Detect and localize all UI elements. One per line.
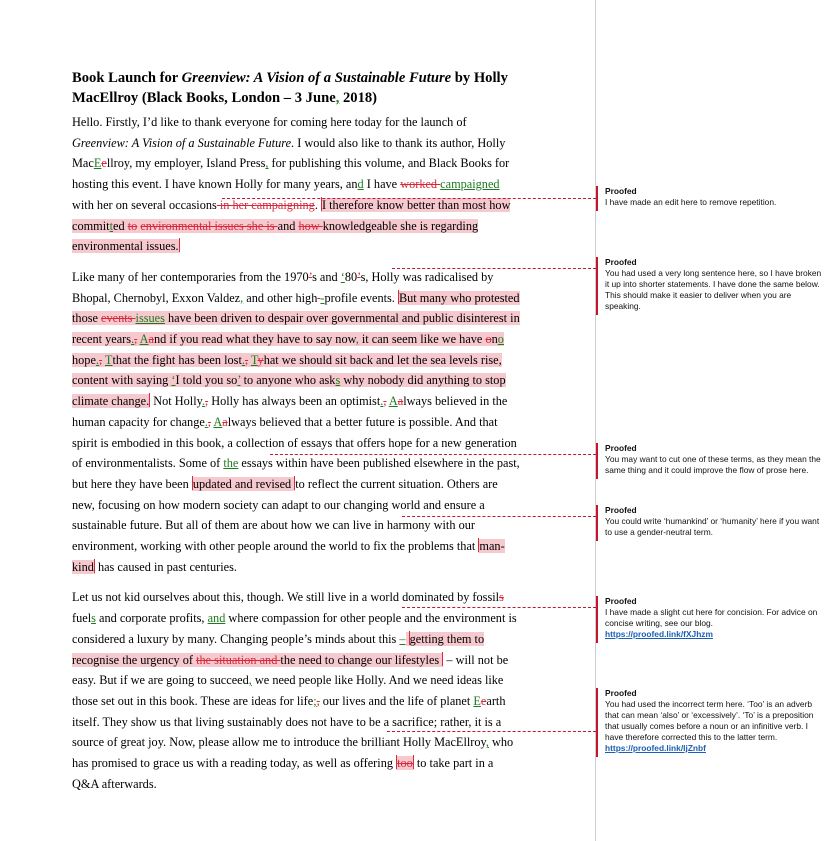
text-run: to: [416, 756, 427, 771]
title-suffix: 2018): [339, 90, 378, 106]
comment-text: You could write ‘humankind’ or ‘humanity’ here if you want to use a gender-neutral term.: [605, 516, 820, 537]
insertion[interactable]: .: [380, 394, 384, 409]
insertion[interactable]: ,: [265, 156, 269, 171]
text-run: Hello. Firstly, I’d like to thank everyone for coming here today for the launch of: [72, 115, 467, 129]
comment-balloon[interactable]: [596, 443, 826, 479]
insertion[interactable]: ,: [355, 332, 359, 347]
text-run: ed: [113, 218, 128, 233]
text-run: updated and revised: [192, 476, 295, 491]
deletion[interactable]: the situation and: [196, 652, 281, 667]
title-suffix: by Holly MacEllroy (Black Books, London – 3 June: [72, 70, 508, 106]
insertion[interactable]: issues: [135, 311, 165, 326]
text-run: s and: [312, 269, 341, 284]
insertion[interactable]: .: [201, 394, 206, 409]
deletion[interactable]: ,: [316, 693, 320, 708]
text-run: man-kind: [72, 539, 505, 574]
comment-leader-line: [222, 198, 596, 199]
comment-author: Proofed: [605, 443, 637, 453]
comment-author: Proofed: [605, 257, 637, 267]
paragraph-1: [72, 112, 522, 257]
comment-text: You had used the incorrect term here. ‘Too’ is an adverb that can mean ‘also’ or ‘excessively’. ‘To’ is a preposition that usually comes before a noun or an infinitive verb. I have therefore corrected this to the latter term.: [605, 699, 814, 742]
comment-anchor-3[interactable]: [192, 477, 295, 491]
text-run: who has promised to grace us with a reading today, as well as offering: [72, 735, 514, 771]
text-run: s, Holly was radicalised by Bhopal, Chernobyl, Exxon Valdez: [72, 269, 494, 305]
insertion[interactable]: d: [357, 177, 364, 192]
comment-balloon[interactable]: [596, 505, 826, 541]
insertion[interactable]: ,: [335, 90, 340, 106]
insertion[interactable]: E: [93, 156, 102, 171]
deletion[interactable]: to: [127, 218, 138, 233]
insertion[interactable]: o: [497, 332, 504, 347]
deletion[interactable]: a: [397, 394, 404, 409]
deletion[interactable]: environmental issues she is: [140, 218, 278, 233]
comment-leader-line: [387, 731, 596, 732]
deletion[interactable]: ,: [134, 332, 138, 347]
insertion[interactable]: ‘: [340, 269, 345, 284]
text-run: llroy, my employer, Island Press: [106, 156, 266, 171]
comment-author: Proofed: [605, 596, 637, 606]
insertion[interactable]: the: [223, 456, 239, 471]
text-run: n: [491, 332, 498, 347]
comment-leader-line: [392, 268, 596, 269]
text-run: lways believed that a better future is possible. And that spirit is embodied in this book, a collection of essays that offers hope for a new generation of environmentalists. Some of: [72, 414, 517, 471]
text-run: to anyone who ask: [240, 373, 336, 388]
insertion[interactable]: T: [250, 352, 258, 367]
deletion[interactable]: how: [298, 218, 323, 233]
text-run: essays within have been published elsewhere in the past, but here they have been: [72, 456, 520, 491]
comment-anchor-6[interactable]: [396, 756, 414, 770]
text-run: profile events.: [324, 290, 398, 305]
text-run: for publishing this volume, and Black Books for hosting this event. I have known Holly for many years, an: [72, 156, 510, 192]
insertion[interactable]: ,: [485, 735, 489, 750]
text-run: that the fight has been lost: [112, 352, 242, 367]
text-run: the need to change our lifestyles: [280, 652, 443, 667]
text-run: have been driven to despair over governmental and public disinterest in recent years: [72, 311, 520, 347]
comment-balloon[interactable]: [596, 257, 826, 315]
insertion[interactable]: t: [109, 218, 113, 233]
insertion[interactable]: ‘: [171, 373, 176, 388]
paragraph-3: [72, 587, 522, 794]
insertion[interactable]: –: [399, 631, 406, 646]
text-run: we need people like Holly. And we need ideas like those set out in this book. These are ideas for life: [72, 673, 504, 708]
deletion[interactable]: too: [397, 756, 413, 771]
text-run: Let us not kid ourselves about this, though. We still live in a world dominated by fossil: [72, 590, 500, 605]
text-run: it can seem like we have: [358, 332, 486, 347]
text-run: and: [277, 218, 299, 233]
deletion[interactable]: ’: [308, 269, 313, 284]
title-book: Greenview: A Vision of a Sustainable Future: [181, 70, 452, 86]
insertion[interactable]: E: [473, 693, 481, 708]
deletion[interactable]: a: [222, 414, 228, 429]
deletion[interactable]: ,: [207, 414, 211, 429]
text-run: and corporate profits,: [95, 611, 208, 626]
deletion[interactable]: ,: [383, 394, 387, 409]
text-run: Not Holly: [150, 394, 202, 409]
insertion[interactable]: T: [104, 352, 113, 367]
deletion[interactable]: o: [485, 332, 492, 347]
insertion[interactable]: ,: [248, 673, 252, 688]
insertion[interactable]: s: [335, 373, 341, 388]
text-run: and other high: [243, 290, 318, 305]
comment-author: Proofed: [605, 186, 637, 196]
comment-balloon[interactable]: [596, 186, 826, 211]
comment-author: Proofed: [605, 505, 637, 515]
deletion[interactable]: e: [480, 693, 487, 708]
insertion[interactable]: ,: [240, 290, 244, 305]
comment-text: I have made a slight cut here for concision. For advice on concise writing, see our blog.: [605, 607, 818, 628]
insertion[interactable]: and: [207, 611, 226, 626]
document-body[interactable]: [72, 68, 522, 805]
title-prefix: Book Launch for: [72, 70, 182, 86]
deletion[interactable]: ,: [98, 352, 103, 367]
insertion[interactable]: .: [204, 414, 208, 429]
insertion[interactable]: .: [95, 352, 99, 367]
text-run: has caused in past centuries.: [94, 559, 237, 574]
text-run: . I would also like to thank its author, Holly Mac: [72, 135, 506, 171]
text-run: arth itself. They show us that living sustainably does not have to be a sacrifice; rather, it is a source of great joy. Now, please allow me to introduce the brilliant Holly MacEllroy: [72, 693, 506, 750]
text-run: But many who protested those: [72, 290, 520, 326]
deletion[interactable]: worked: [400, 177, 441, 192]
deletion[interactable]: y: [257, 352, 264, 367]
comment-link[interactable]: https://proofed.link/IjZnbf: [605, 743, 706, 753]
insertion[interactable]: s: [91, 611, 96, 626]
text-run: why nobody did anything to stop climate change.: [72, 373, 506, 409]
text-run: nd if you read what they have to say now: [153, 332, 356, 347]
insertion[interactable]: -: [320, 290, 325, 305]
comment-text: You had used a very long sentence here, so I have broken it up into shorter statements. I have done the same below. This should make it easier to deliver when you are speaking.: [605, 268, 822, 311]
text-run: – will not be easy. But if we are going to succeed: [72, 652, 509, 688]
deletion[interactable]: ,: [205, 394, 209, 409]
text-run: .: [314, 197, 321, 212]
text-run: 80: [344, 269, 358, 284]
text-run: to reflect the current situation. Others are new, focusing on how modern society can adapt to our changing world and ensure a sustainable future. But all of them are about how we can live in harmony with our environment, working with other people around the world to fix the problems that: [72, 476, 498, 554]
comment-balloon[interactable]: [596, 688, 826, 757]
comment-text: You may want to cut one of these terms, as they mean the same thing and it could improve the flow of prose here.: [605, 454, 821, 475]
insertion[interactable]: A: [213, 414, 223, 429]
text-run: hope: [72, 352, 96, 367]
comment-leader-line: [402, 607, 596, 608]
deletion[interactable]: s: [499, 590, 504, 605]
text-run: I have: [363, 177, 401, 192]
comment-link[interactable]: https://proofed.link/fXJhzm: [605, 629, 713, 639]
insertion[interactable]: .: [241, 352, 245, 367]
text-run: I therefore know better than most how commit: [72, 197, 511, 233]
text-run: lways believed in the human capacity for change: [72, 394, 508, 429]
insertion[interactable]: A: [388, 394, 398, 409]
deletion[interactable]: a: [148, 332, 154, 347]
deletion[interactable]: e: [101, 156, 107, 171]
deletion[interactable]: ,: [244, 352, 249, 367]
deletion[interactable]: events: [101, 311, 136, 326]
comment-balloon[interactable]: [596, 596, 826, 643]
text-run: Like many of her contemporaries from the 1970: [72, 269, 309, 284]
book-title-italic: Greenview: A Vision of a Sustainable Future: [72, 135, 292, 150]
insertion[interactable]: campaigned: [440, 177, 500, 192]
text-run: our lives and the life of planet: [319, 693, 474, 708]
text-run: hat we should sit back and let the sea levels rise, content with saying: [72, 352, 502, 388]
comment-leader-line: [402, 516, 596, 517]
text-run: Holly has always been an optimist: [208, 394, 381, 409]
text-run: where compassion for other people and the environment is considered a luxury by many. Changing people’s minds about this: [72, 611, 517, 646]
text-run: fuel: [72, 611, 92, 626]
text-run: knowledgeable she is regarding environmental issues.: [72, 218, 479, 254]
text-run: take part in a Q&A afterwards.: [72, 756, 494, 791]
comment-anchor-2[interactable]: [72, 291, 520, 409]
comment-leader-line: [270, 454, 596, 455]
insertion[interactable]: .: [131, 332, 135, 347]
insertion[interactable]: ;: [313, 693, 317, 708]
comment-text: I have made an edit here to remove repetition.: [605, 197, 777, 207]
comment-author: Proofed: [605, 688, 637, 698]
document-title: [72, 68, 522, 108]
anchor-bar: [179, 238, 180, 252]
insertion[interactable]: ’: [237, 373, 241, 388]
paragraph-2: [72, 267, 522, 578]
text-run: I told you so: [175, 373, 238, 388]
text-run: getting them to recognise the urgency of: [72, 631, 485, 667]
deletion[interactable]: ’: [357, 269, 361, 284]
insertion[interactable]: A: [139, 332, 149, 347]
deletion[interactable]: in her campaigning: [216, 197, 315, 212]
text-run: with her on several occasions: [72, 197, 217, 212]
